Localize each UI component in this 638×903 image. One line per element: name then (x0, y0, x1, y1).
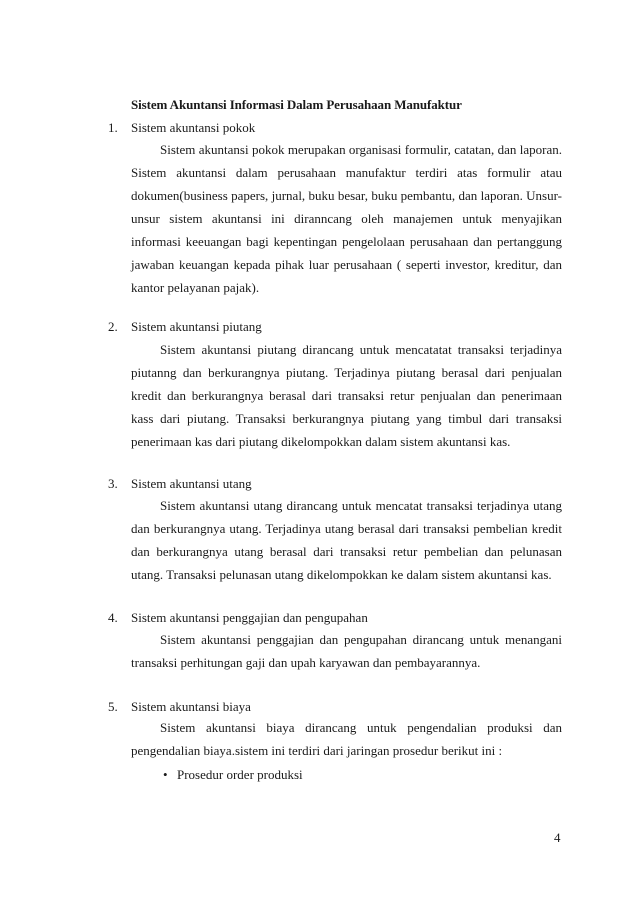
section-4-text: Sistem akuntansi penggajian dan pengupahan dirancang untuk menangani transaksi perhitungan gaji dan upah karyawan dan pembayarannya. (131, 632, 562, 670)
section-4-paragraph (131, 628, 562, 674)
section-3-text: Sistem akuntansi utang dirancang untuk mencatat transaksi terjadinya utang dan berkurangnya utang. Terjadinya utang berasal dari transaksi pembelian kredit dan berkurangnya utang berasal dari transaksi retur pembelian dan pelunasan utang. Transaksi pelunasan utang dikelompokkan ke dalam sistem akuntansi kas. (131, 498, 562, 582)
section-2-number: 2. (108, 319, 118, 334)
section-5-paragraph (131, 716, 562, 762)
section-1-text: Sistem akuntansi pokok merupakan organisasi formulir, catatan, dan laporan. Sistem akuntansi dalam perusahaan manufaktur terdiri atas formulir atau dokumen(business papers, jurnal, buku besar, buku pembantu, dan laporan. Unsur-unsur sistem akuntansi ini diranncang oleh manajemen untuk menyajikan informasi keeuangan bagi kepentingan pengelolaan perusahaan dan pertanggung jawaban keuangan kepada pihak luar perusahaan ( seperti investor, kreditur, dan kantor pelayanan pajak). (131, 142, 562, 295)
section-1-paragraph (131, 138, 562, 299)
section-1-number: 1. (108, 120, 118, 135)
page-number: 4 (554, 830, 561, 845)
section-5-number: 5. (108, 699, 118, 714)
section-3-heading: Sistem akuntansi utang (131, 476, 252, 491)
section-2-heading: Sistem akuntansi piutang (131, 319, 262, 334)
bullet-icon: • (163, 767, 168, 782)
section-2-text: Sistem akuntansi piutang dirancang untuk mencatatat transaksi terjadinya piutanng dan berkurangnya piutang. Terjadinya piutang berasal dari penjualan kredit dan berkurangnya berasal dari transaksi retur penjualan dan penerimaan kass dari piutang. Transaksi berkurangnya piutang yang timbul dari transaksi penerimaan kas dari piutang dikelompokkan dalam sistem akuntansi kas. (131, 342, 562, 449)
section-3-number: 3. (108, 476, 118, 491)
section-4-number: 4. (108, 610, 118, 625)
bullet-list-item (163, 767, 303, 783)
section-5-heading: Sistem akuntansi biaya (131, 699, 251, 714)
section-5-text: Sistem akuntansi biaya dirancang untuk pengendalian produksi dan pengendalian biaya.sistem ini terdiri dari jaringan prosedur berikut ini : (131, 720, 562, 758)
section-4-heading: Sistem akuntansi penggajian dan pengupahan (131, 610, 368, 625)
section-2-paragraph (131, 338, 562, 453)
bullet-text: Prosedur order produksi (177, 767, 303, 782)
section-1-heading: Sistem akuntansi pokok (131, 120, 256, 135)
section-3-paragraph (131, 494, 562, 586)
document-title: Sistem Akuntansi Informasi Dalam Perusahaan Manufaktur (131, 97, 462, 112)
